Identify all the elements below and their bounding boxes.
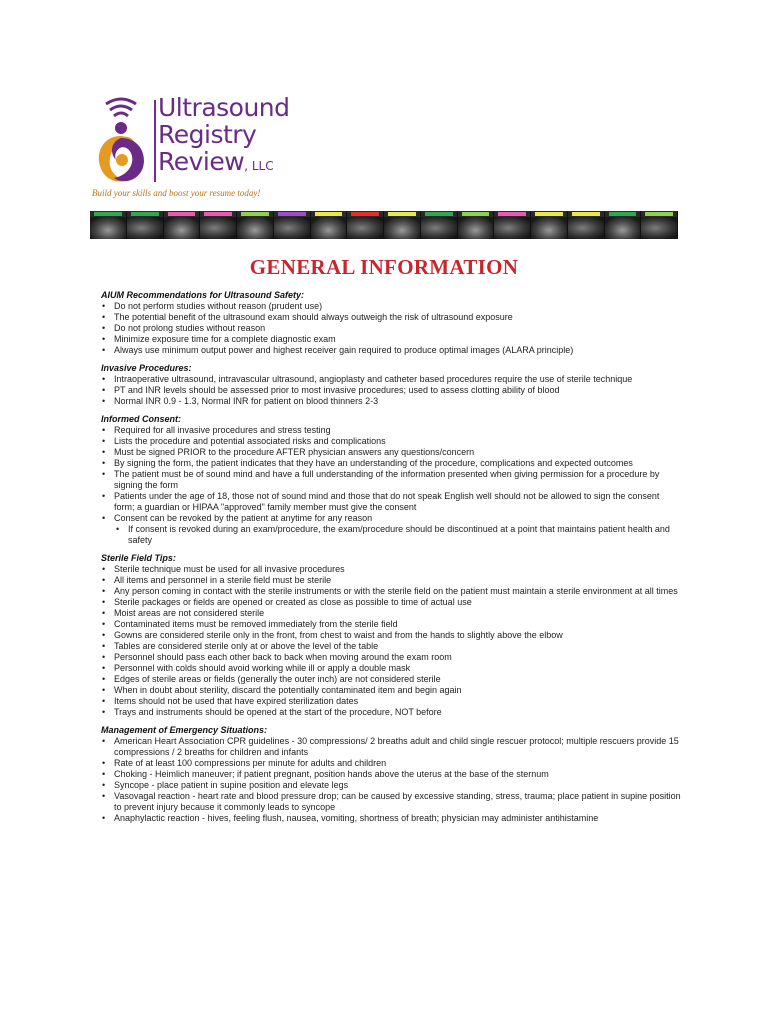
section-title: Informed Consent: [101, 414, 181, 424]
list-item: • Always use minimum output power and highest receiver gain required to produce optimal images (ALARA principle) [101, 345, 681, 356]
section-title: AIUM Recommendations for Ultrasound Safety: [101, 290, 305, 300]
thumbnail-color-bar [498, 212, 526, 216]
ultrasound-thumbnail [641, 211, 678, 239]
list-item: • When in doubt about sterility, discard the potentially contaminated item and begin again [101, 685, 681, 696]
ultrasound-thumbnail [200, 211, 237, 239]
list-item: • By signing the form, the patient indicates that they have an understanding of the procedure, complications and expected outcomes [101, 458, 681, 469]
thumbnail-color-bar [168, 212, 196, 216]
list-item: • Minimize exposure time for a complete diagnostic exam [101, 334, 681, 345]
ultrasound-thumbnail [568, 211, 605, 239]
ultrasound-image [605, 217, 641, 239]
thumbnail-color-bar [351, 212, 379, 216]
list-item: • All items and personnel in a sterile field must be sterile [101, 575, 681, 586]
list-item: • Must be signed PRIOR to the procedure AFTER physician answers any questions/concern [101, 447, 681, 458]
thumbnail-color-bar [241, 212, 269, 216]
ultrasound-thumbnail [311, 211, 348, 239]
list-item: • Personnel with colds should avoid working while ill or apply a double mask [101, 663, 681, 674]
list-item: • Sterile technique must be used for all invasive procedures [101, 564, 681, 575]
ultrasound-image [641, 217, 677, 239]
thumbnail-color-bar [315, 212, 343, 216]
list-item: • Anaphylactic reaction - hives, feeling flush, nausea, vomiting, shortness of breath; physician may administer antihistamine [101, 813, 681, 824]
logo-line-3 [158, 148, 290, 180]
list-item: • Patients under the age of 18, those not of sound mind and those that do not speak English well should not be allowed to sign the consent form; a guardian or HIPAA "approved" family member must give the consent [101, 491, 681, 513]
thumbnail-color-bar [645, 212, 673, 216]
ultrasound-image [531, 217, 567, 239]
bullet-list [101, 374, 681, 407]
thumbnail-color-bar [535, 212, 563, 216]
list-item: • Gowns are considered sterile only in the front, from chest to waist and from the hands to slightly above the elbow [101, 630, 681, 641]
ultrasound-thumbnail [421, 211, 458, 239]
section-invasive-procedures [101, 363, 681, 407]
list-item: • Syncope - place patient in supine position and elevate legs [101, 780, 681, 791]
list-item: • Required for all invasive procedures and stress testing [101, 425, 681, 436]
ultrasound-image [494, 217, 530, 239]
ultrasound-thumbnail [164, 211, 201, 239]
list-item: • The potential benefit of the ultrasound exam should always outweigh the risk of ultrasound exposure [101, 312, 681, 323]
ultrasound-thumbnail [90, 211, 127, 239]
list-item: • Sterile packages or fields are opened or created as close as possible to time of actual use [101, 597, 681, 608]
list-item: • Edges of sterile areas or fields (generally the outer inch) are not considered sterile [101, 674, 681, 685]
ultrasound-thumbnail [127, 211, 164, 239]
ultrasound-image [311, 217, 347, 239]
section-informed-consent [101, 414, 681, 546]
ultrasound-image-strip [90, 211, 678, 239]
ultrasound-image [90, 217, 126, 239]
ultrasound-image [200, 217, 236, 239]
bullet-list [101, 564, 681, 718]
list-item: • Trays and instruments should be opened at the start of the procedure, NOT before [101, 707, 681, 718]
list-item: • Vasovagal reaction - heart rate and blood pressure drop; can be caused by excessive standing, stress, trauma; place patient in supine position to prevent injury because it commonly leads to syncope [101, 791, 681, 813]
list-item: • Consent can be revoked by the patient at anytime for any reason [101, 513, 681, 524]
ultrasound-thumbnail [274, 211, 311, 239]
logo-line-2: Registry [158, 120, 257, 149]
ultrasound-image [384, 217, 420, 239]
list-item: • Do not prolong studies without reason [101, 323, 681, 334]
list-item: • Tables are considered sterile only at or above the level of the table [101, 641, 681, 652]
ultrasound-image [164, 217, 200, 239]
list-item: • PT and INR levels should be assessed prior to most invasive procedures; used to assess clotting ability of blood [101, 385, 681, 396]
list-item: • Personnel should pass each other back to back when moving around the exam room [101, 652, 681, 663]
list-item: • Do not perform studies without reason (prudent use) [101, 301, 681, 312]
section-title: Sterile Field Tips: [101, 553, 176, 563]
bullet-list [101, 425, 681, 546]
ultrasound-image [458, 217, 494, 239]
section-emergency-situations [101, 725, 681, 824]
ultrasound-thumbnail [237, 211, 274, 239]
thumbnail-color-bar [609, 212, 637, 216]
logo-wordmark [158, 94, 290, 180]
logo-llc: , LLC [244, 159, 274, 173]
bullet-list [101, 301, 681, 356]
thumbnail-color-bar [94, 212, 122, 216]
thumbnail-color-bar [278, 212, 306, 216]
list-item: • Rate of at least 100 compressions per minute for adults and children [101, 758, 681, 769]
list-item: • Contaminated items must be removed immediately from the sterile field [101, 619, 681, 630]
ultrasound-thumbnail [347, 211, 384, 239]
logo-line-3-text: Review [158, 147, 245, 176]
thumbnail-color-bar [425, 212, 453, 216]
ultrasound-image [237, 217, 273, 239]
list-item: • Lists the procedure and potential associated risks and complications [101, 436, 681, 447]
logo-line-1: Ultrasound [158, 93, 290, 122]
list-item: • Moist areas are not considered sterile [101, 608, 681, 619]
ultrasound-thumbnail [494, 211, 531, 239]
thumbnail-color-bar [131, 212, 159, 216]
page-heading: GENERAL INFORMATION [249, 255, 519, 279]
section-sterile-field-tips [101, 553, 681, 718]
list-item: • The patient must be of sound mind and have a full understanding of the information presented when giving permission for a procedure by signing the form [101, 469, 681, 491]
ultrasound-image [568, 217, 604, 239]
list-item: • Any person coming in contact with the sterile instruments or with the sterile field on the patient must maintain a sterile environment at all times [101, 586, 681, 597]
section-title: Invasive Procedures: [101, 363, 192, 373]
ultrasound-thumbnail [605, 211, 642, 239]
company-logo [92, 94, 312, 190]
thumbnail-color-bar [572, 212, 600, 216]
ultrasound-image [421, 217, 457, 239]
list-item: • Choking - Heimlich maneuver; if patient pregnant, position hands above the uterus at the base of the sternum [101, 769, 681, 780]
ultrasound-image [127, 217, 163, 239]
bullet-list [101, 736, 681, 824]
ultrasound-thumbnail [531, 211, 568, 239]
list-item: • Items should not be used that have expired sterilization dates [101, 696, 681, 707]
list-item: • Normal INR 0.9 - 1.3, Normal INR for patient on blood thinners 2-3 [101, 396, 681, 407]
ultrasound-image [274, 217, 310, 239]
ultrasound-thumbnail [458, 211, 495, 239]
section-aium-safety [101, 290, 681, 356]
document-body [101, 290, 681, 831]
thumbnail-color-bar [388, 212, 416, 216]
thumbnail-color-bar [204, 212, 232, 216]
logo-divider [154, 100, 156, 182]
ultrasound-image [347, 217, 383, 239]
ultrasound-logo-icon [92, 94, 150, 186]
logo-tagline: Build your skills and boost your resume today! [92, 188, 261, 198]
thumbnail-color-bar [462, 212, 490, 216]
list-item: • American Heart Association CPR guidelines - 30 compressions/ 2 breaths adult and child single rescuer protocol; multiple rescuers provide 15 compressions / 2 breaths for children and infants [101, 736, 681, 758]
ultrasound-thumbnail [384, 211, 421, 239]
section-title: Management of Emergency Situations: [101, 725, 268, 735]
list-item: • Intraoperative ultrasound, intravascular ultrasound, angioplasty and catheter based procedures require the use of sterile technique [101, 374, 681, 385]
sub-list-item: • If consent is revoked during an exam/procedure, the exam/procedure should be discontinued at a point that maintains patient health and safety [101, 524, 681, 546]
